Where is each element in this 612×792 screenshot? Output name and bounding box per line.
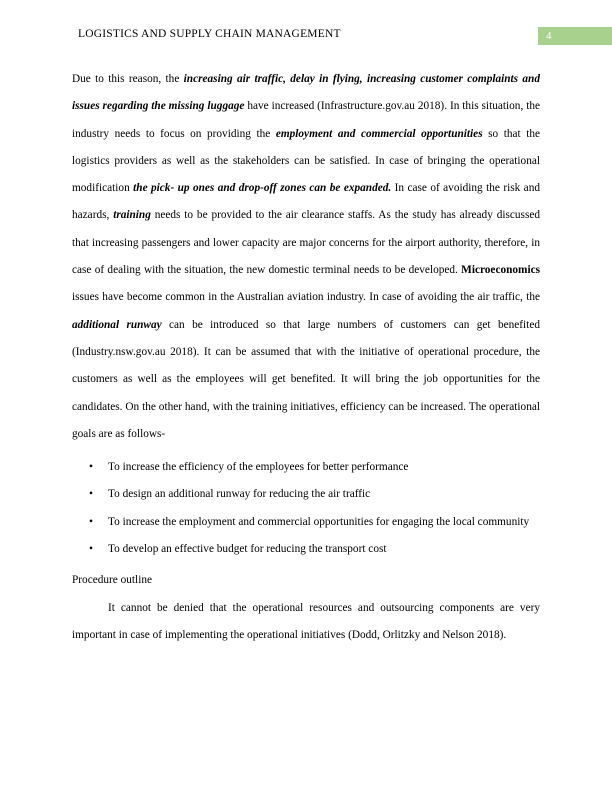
text-run: so that the logistics providers as well as the stakeholders can be satisfied. In case of bringing the operational modification bbox=[72, 127, 540, 195]
procedure-paragraph: It cannot be denied that the operational resources and outsourcing components are very important in case of implementing the operational initiatives (Dodd, Orlitzky and Nelson 2018). bbox=[72, 601, 540, 641]
list-item-text: To design an additional runway for reducing the air traffic bbox=[108, 488, 371, 501]
bullet-icon: • bbox=[89, 488, 93, 501]
text-run: can be introduced so that large numbers of customers can get benefited (Industry.nsw.gov.au 2018). It can be assumed that with the initiative of operational procedure, the customers as well as the employees will get benefited. It will bring the job opportunities for the candidates. On the other hand, with the training initiatives, efficiency can be increased. The operational goals are as follows- bbox=[72, 318, 540, 440]
section-heading: Procedure outline bbox=[72, 574, 152, 587]
list-item-text: To increase the employment and commercial opportunities for engaging the local community bbox=[108, 515, 530, 528]
text-run: In case of avoiding the risk and hazards, bbox=[72, 182, 540, 222]
emphasis-employment: employment and commercial opportunities bbox=[275, 127, 483, 140]
list-item-text: To increase the efficiency of the employees for better performance bbox=[108, 461, 409, 474]
list-item bbox=[72, 454, 540, 481]
list-item bbox=[72, 509, 540, 536]
running-header: LOGISTICS AND SUPPLY CHAIN MANAGEMENT bbox=[78, 28, 341, 40]
list-item-text: To develop an effective budget for reducing the transport cost bbox=[108, 543, 387, 556]
text-run: have increased (Infrastructure.gov.au 2018). In this situation, the industry needs to focus on providing the bbox=[72, 100, 540, 140]
goals-list bbox=[72, 454, 540, 563]
bullet-icon: • bbox=[89, 543, 93, 556]
emphasis-additional-runway: additional runway bbox=[72, 318, 162, 331]
list-item bbox=[72, 536, 540, 563]
intro-paragraph bbox=[72, 66, 540, 448]
list-item bbox=[72, 481, 540, 508]
document-body bbox=[72, 66, 540, 649]
emphasis-air-traffic: increasing air traffic, delay in flying, increasing customer complaints and issues regarding the missing luggage bbox=[72, 73, 540, 113]
emphasis-pickup-zones: the pick- up ones and drop-off zones can be expanded. bbox=[133, 182, 392, 195]
text-run: needs to be provided to the air clearance staffs. As the study has already discussed that increasing passengers and lower capacity are major concerns for the airport authority, therefore, in case of dealing with the situation, the new domestic terminal needs to be developed. bbox=[72, 209, 540, 277]
text-run: Due to this reason, the bbox=[72, 73, 184, 85]
emphasis-training: training bbox=[113, 209, 151, 222]
bullet-icon: • bbox=[89, 461, 93, 474]
page-number: 4 bbox=[538, 27, 612, 45]
bullet-icon: • bbox=[89, 515, 93, 528]
text-run: issues have become common in the Australian aviation industry. In case of avoiding the air traffic, the bbox=[72, 291, 540, 304]
emphasis-microeconomics: Microeconomics bbox=[461, 264, 540, 277]
